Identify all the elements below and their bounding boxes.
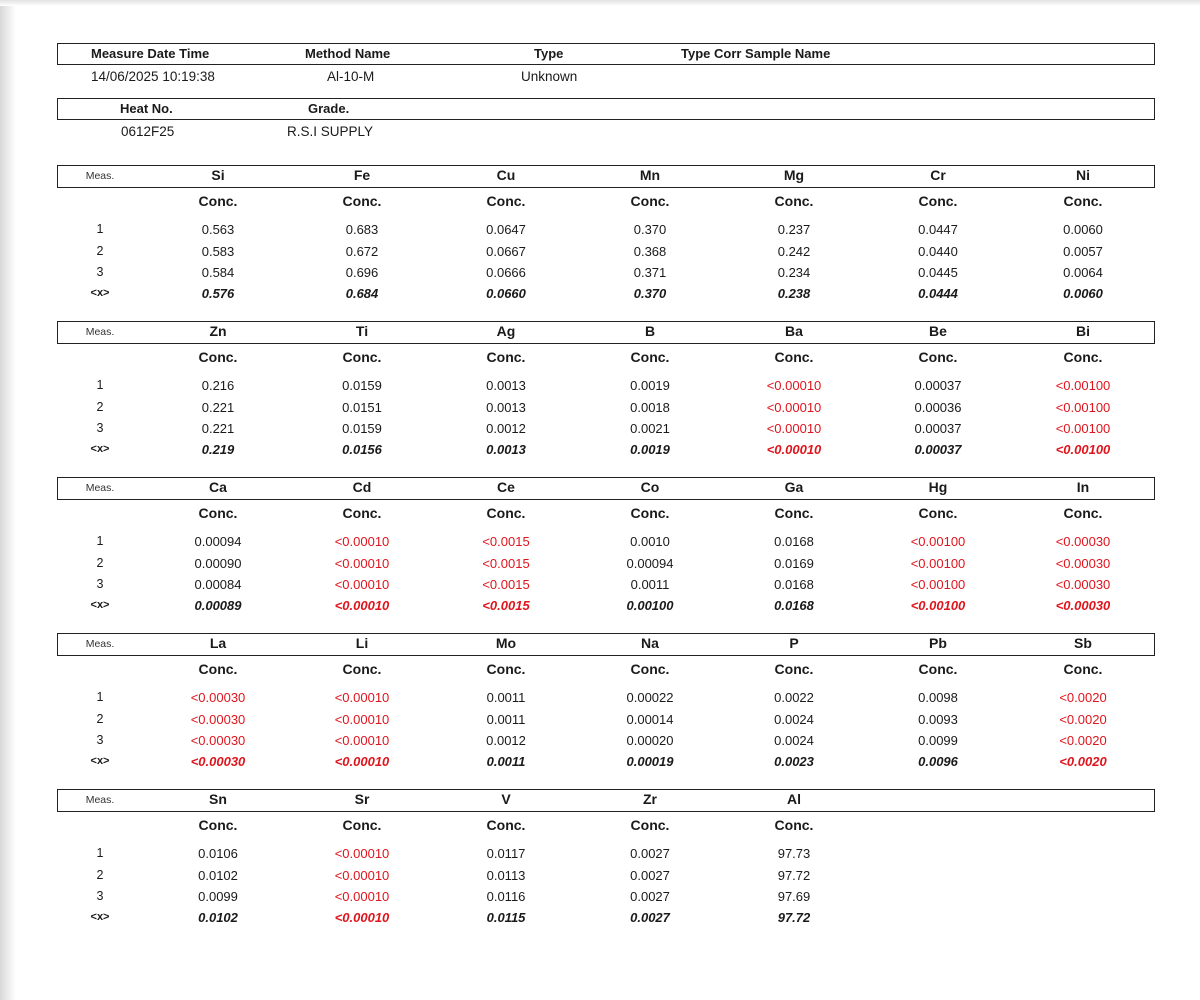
- element-symbol: Mg: [783, 167, 805, 183]
- conc-value: <0.00100: [910, 534, 966, 549]
- conc-value: 0.370: [633, 222, 667, 237]
- conc-value: 0.00022: [626, 690, 674, 705]
- average-value: 0.684: [345, 286, 379, 301]
- measurement-number: 1: [96, 534, 104, 548]
- conc-label: Conc.: [1063, 505, 1103, 521]
- average-label: <x>: [90, 287, 110, 299]
- conc-value: <0.00010: [334, 690, 390, 705]
- conc-value: <0.00010: [766, 421, 822, 436]
- element-symbol: Co: [640, 479, 660, 495]
- measurement-number: 1: [96, 378, 104, 392]
- conc-value: 0.0106: [198, 846, 238, 861]
- average-value: 0.576: [201, 286, 235, 301]
- conc-value: 0.0011: [486, 712, 526, 727]
- average-value: 0.0019: [630, 442, 670, 457]
- conc-value: 0.237: [777, 222, 811, 237]
- average-value: 0.0096: [918, 754, 958, 769]
- conc-value: 0.583: [201, 244, 235, 259]
- element-symbol: P: [789, 635, 799, 651]
- conc-value: 0.216: [201, 378, 235, 393]
- measure-header-box: [57, 43, 1155, 65]
- conc-value: 0.00037: [914, 421, 962, 436]
- average-value: 0.0102: [198, 910, 238, 925]
- conc-value: 0.0667: [486, 244, 526, 259]
- heat-no-label: Heat No.: [120, 101, 173, 116]
- conc-value: 0.0024: [774, 733, 814, 748]
- element-symbol: Ga: [784, 479, 804, 495]
- conc-value: <0.00010: [766, 400, 822, 415]
- conc-value: 0.368: [633, 244, 667, 259]
- meas-label: Meas.: [85, 638, 115, 650]
- element-symbol: V: [501, 791, 511, 807]
- average-value: 0.0168: [774, 598, 814, 613]
- element-symbol: Na: [641, 635, 659, 651]
- type-value: Unknown: [521, 69, 578, 84]
- element-symbol: In: [1076, 479, 1090, 495]
- conc-value: <0.00030: [190, 712, 246, 727]
- average-value: 0.0011: [486, 754, 526, 769]
- element-symbol: B: [644, 323, 656, 339]
- measurement-number: 2: [96, 712, 104, 726]
- conc-value: 0.0019: [630, 378, 670, 393]
- conc-label: Conc.: [774, 193, 814, 209]
- element-symbol: Zn: [209, 323, 227, 339]
- conc-label: Conc.: [486, 193, 526, 209]
- conc-value: 0.563: [201, 222, 235, 237]
- conc-value: 0.00090: [194, 556, 242, 571]
- average-label: <x>: [90, 443, 110, 455]
- conc-value: <0.00010: [334, 712, 390, 727]
- conc-label: Conc.: [486, 349, 526, 365]
- conc-value: <0.00010: [334, 577, 390, 592]
- measurement-number: 1: [96, 846, 104, 860]
- conc-label: Conc.: [486, 661, 526, 677]
- element-symbol: Cr: [930, 167, 946, 183]
- element-symbol: Bi: [1076, 323, 1090, 339]
- element-symbol: La: [209, 635, 227, 651]
- conc-value: 0.0168: [774, 534, 814, 549]
- average-label: <x>: [90, 911, 110, 923]
- conc-value: <0.0015: [482, 577, 530, 592]
- element-symbol: Zr: [643, 791, 657, 807]
- conc-value: <0.00030: [1055, 556, 1111, 571]
- average-value: <0.00010: [334, 598, 390, 613]
- conc-value: <0.00010: [334, 733, 390, 748]
- measure-date-time-value: 14/06/2025 10:19:38: [91, 69, 215, 84]
- meas-label: Meas.: [85, 482, 115, 494]
- conc-label: Conc.: [630, 505, 670, 521]
- conc-label: Conc.: [342, 349, 382, 365]
- conc-value: 0.00020: [626, 733, 674, 748]
- element-symbol: Ce: [497, 479, 515, 495]
- conc-value: 0.0151: [342, 400, 382, 415]
- conc-value: 0.0013: [486, 400, 526, 415]
- conc-value: 0.0027: [630, 868, 670, 883]
- average-value: 0.0013: [486, 442, 526, 457]
- conc-value: 0.0021: [630, 421, 670, 436]
- conc-value: 0.683: [345, 222, 379, 237]
- average-value: 0.0060: [1063, 286, 1103, 301]
- conc-label: Conc.: [486, 817, 526, 833]
- element-symbol: Sb: [1074, 635, 1092, 651]
- average-value: 0.0027: [630, 910, 670, 925]
- conc-label: Conc.: [342, 661, 382, 677]
- measurement-number: 1: [96, 222, 104, 236]
- element-symbol: Li: [355, 635, 369, 651]
- average-value: <0.00100: [910, 598, 966, 613]
- element-symbol: Mo: [495, 635, 517, 651]
- conc-value: 0.0099: [918, 733, 958, 748]
- element-symbol: Ag: [496, 323, 516, 339]
- conc-value: <0.0015: [482, 534, 530, 549]
- conc-value: 0.672: [345, 244, 379, 259]
- conc-label: Conc.: [1063, 661, 1103, 677]
- conc-value: <0.0015: [482, 556, 530, 571]
- conc-value: <0.00100: [1055, 421, 1111, 436]
- conc-value: 0.0098: [918, 690, 958, 705]
- measure-date-time-label: Measure Date Time: [91, 46, 210, 61]
- conc-value: <0.0020: [1059, 690, 1107, 705]
- conc-value: 0.0440: [918, 244, 958, 259]
- element-symbol: Si: [211, 167, 225, 183]
- conc-value: 0.00036: [914, 400, 962, 415]
- conc-value: 0.0011: [630, 577, 670, 592]
- measurement-number: 3: [96, 733, 104, 747]
- conc-label: Conc.: [1063, 193, 1103, 209]
- element-symbol: Ni: [1076, 167, 1090, 183]
- conc-value: 0.0102: [198, 868, 238, 883]
- element-symbol: Ba: [785, 323, 803, 339]
- average-value: 0.00019: [626, 754, 674, 769]
- conc-value: 0.0447: [918, 222, 958, 237]
- element-symbol: Cd: [352, 479, 372, 495]
- average-value: 0.00037: [914, 442, 962, 457]
- average-value: 0.370: [633, 286, 667, 301]
- conc-label: Conc.: [486, 505, 526, 521]
- conc-value: 97.73: [777, 846, 811, 861]
- conc-value: <0.0020: [1059, 712, 1107, 727]
- conc-value: 0.0064: [1063, 265, 1103, 280]
- average-value: 0.0023: [774, 754, 814, 769]
- conc-value: <0.00030: [1055, 577, 1111, 592]
- conc-label: Conc.: [774, 505, 814, 521]
- conc-label: Conc.: [342, 193, 382, 209]
- element-symbol: Mn: [639, 167, 661, 183]
- conc-label: Conc.: [630, 817, 670, 833]
- measurement-number: 3: [96, 421, 104, 435]
- heat-no-value: 0612F25: [121, 124, 175, 139]
- conc-value: 0.234: [777, 265, 811, 280]
- conc-value: <0.00100: [910, 556, 966, 571]
- conc-value: 0.0012: [486, 421, 526, 436]
- conc-value: 0.0113: [486, 868, 526, 883]
- measurement-number: 3: [96, 577, 104, 591]
- conc-value: <0.00100: [910, 577, 966, 592]
- method-name-label: Method Name: [305, 46, 391, 61]
- conc-value: 0.00094: [626, 556, 674, 571]
- conc-value: 0.242: [777, 244, 811, 259]
- conc-label: Conc.: [918, 505, 958, 521]
- average-value: 0.219: [201, 442, 235, 457]
- average-value: 0.0660: [486, 286, 526, 301]
- measurement-number: 2: [96, 400, 104, 414]
- element-symbol: Al: [787, 791, 801, 807]
- conc-value: 0.0012: [486, 733, 526, 748]
- average-value: 0.00089: [194, 598, 242, 613]
- conc-value: 0.0445: [918, 265, 958, 280]
- conc-value: 0.696: [345, 265, 379, 280]
- average-value: 0.238: [777, 286, 811, 301]
- measurement-number: 3: [96, 265, 104, 279]
- conc-label: Conc.: [774, 661, 814, 677]
- meas-label: Meas.: [85, 326, 115, 338]
- heat-header-box: [57, 98, 1155, 120]
- conc-value: 0.0169: [774, 556, 814, 571]
- average-value: <0.0020: [1059, 754, 1107, 769]
- conc-value: 0.00094: [194, 534, 242, 549]
- conc-value: <0.00010: [334, 556, 390, 571]
- element-symbol: Be: [929, 323, 947, 339]
- conc-value: <0.00030: [190, 690, 246, 705]
- average-value: 0.00100: [626, 598, 674, 613]
- grade-label: Grade.: [308, 101, 350, 116]
- conc-label: Conc.: [630, 193, 670, 209]
- element-symbol: Ti: [355, 323, 369, 339]
- conc-value: <0.00100: [1055, 400, 1111, 415]
- conc-value: <0.00010: [334, 868, 390, 883]
- conc-value: 97.69: [777, 889, 811, 904]
- conc-label: Conc.: [774, 817, 814, 833]
- conc-value: 97.72: [777, 868, 811, 883]
- conc-value: 0.00037: [914, 378, 962, 393]
- conc-value: 0.0010: [630, 534, 670, 549]
- conc-value: <0.0020: [1059, 733, 1107, 748]
- type-corr-sample-name-label: Type Corr Sample Name: [681, 46, 831, 61]
- conc-value: 0.0018: [630, 400, 670, 415]
- average-label: <x>: [90, 599, 110, 611]
- conc-value: <0.00030: [1055, 534, 1111, 549]
- meas-label: Meas.: [85, 170, 115, 182]
- conc-value: 0.0011: [486, 690, 526, 705]
- element-symbol: Cu: [496, 167, 516, 183]
- measurement-number: 2: [96, 244, 104, 258]
- method-name-value: Al-10-M: [327, 69, 375, 84]
- conc-value: 0.0093: [918, 712, 958, 727]
- conc-label: Conc.: [1063, 349, 1103, 365]
- element-symbol: Pb: [929, 635, 947, 651]
- conc-value: 0.0116: [486, 889, 526, 904]
- conc-value: 0.0057: [1063, 244, 1103, 259]
- conc-value: 0.0060: [1063, 222, 1103, 237]
- conc-label: Conc.: [198, 505, 238, 521]
- conc-label: Conc.: [630, 349, 670, 365]
- conc-label: Conc.: [630, 661, 670, 677]
- average-value: <0.00010: [334, 754, 390, 769]
- element-symbol: Ca: [209, 479, 227, 495]
- conc-value: 0.00014: [626, 712, 674, 727]
- average-value: 0.0156: [342, 442, 382, 457]
- conc-value: 0.00084: [194, 577, 242, 592]
- average-value: <0.00010: [334, 910, 390, 925]
- grade-value: R.S.I SUPPLY: [287, 124, 374, 139]
- meas-label: Meas.: [85, 794, 115, 806]
- measurement-number: 2: [96, 556, 104, 570]
- measurement-number: 3: [96, 889, 104, 903]
- average-value: 0.0115: [486, 910, 526, 925]
- conc-label: Conc.: [198, 817, 238, 833]
- conc-label: Conc.: [918, 349, 958, 365]
- conc-value: 0.221: [201, 400, 235, 415]
- conc-value: <0.00100: [1055, 378, 1111, 393]
- element-symbol: Fe: [353, 167, 371, 183]
- conc-label: Conc.: [198, 349, 238, 365]
- conc-value: 0.0647: [486, 222, 526, 237]
- conc-value: 0.0168: [774, 577, 814, 592]
- element-symbol: Sn: [209, 791, 227, 807]
- conc-value: <0.00030: [190, 733, 246, 748]
- average-value: <0.0015: [482, 598, 530, 613]
- conc-value: 0.0027: [630, 889, 670, 904]
- conc-value: <0.00010: [334, 534, 390, 549]
- type-label: Type: [534, 46, 564, 61]
- conc-label: Conc.: [198, 193, 238, 209]
- conc-value: 0.0666: [486, 265, 526, 280]
- average-value: 0.0444: [918, 286, 958, 301]
- conc-label: Conc.: [918, 193, 958, 209]
- conc-value: 0.0027: [630, 846, 670, 861]
- conc-label: Conc.: [918, 661, 958, 677]
- conc-value: <0.00010: [766, 378, 822, 393]
- conc-label: Conc.: [198, 661, 238, 677]
- conc-label: Conc.: [342, 505, 382, 521]
- conc-value: 0.0159: [342, 421, 382, 436]
- conc-value: 0.0099: [198, 889, 238, 904]
- conc-value: 0.0013: [486, 378, 526, 393]
- conc-label: Conc.: [342, 817, 382, 833]
- conc-value: 0.221: [201, 421, 235, 436]
- average-value: <0.00100: [1055, 442, 1111, 457]
- conc-label: Conc.: [774, 349, 814, 365]
- conc-value: 0.584: [201, 265, 235, 280]
- element-symbol: Sr: [354, 791, 370, 807]
- conc-value: 0.371: [633, 265, 667, 280]
- measurement-number: 2: [96, 868, 104, 882]
- conc-value: 0.0117: [486, 846, 526, 861]
- average-value: <0.00030: [1055, 598, 1111, 613]
- element-symbol: Hg: [928, 479, 948, 495]
- conc-value: <0.00010: [334, 846, 390, 861]
- average-value: 97.72: [777, 910, 811, 925]
- average-value: <0.00010: [766, 442, 822, 457]
- average-value: <0.00030: [190, 754, 246, 769]
- conc-value: 0.0159: [342, 378, 382, 393]
- measurement-number: 1: [96, 690, 104, 704]
- average-label: <x>: [90, 755, 110, 767]
- conc-value: 0.0022: [774, 690, 814, 705]
- conc-value: <0.00010: [334, 889, 390, 904]
- conc-value: 0.0024: [774, 712, 814, 727]
